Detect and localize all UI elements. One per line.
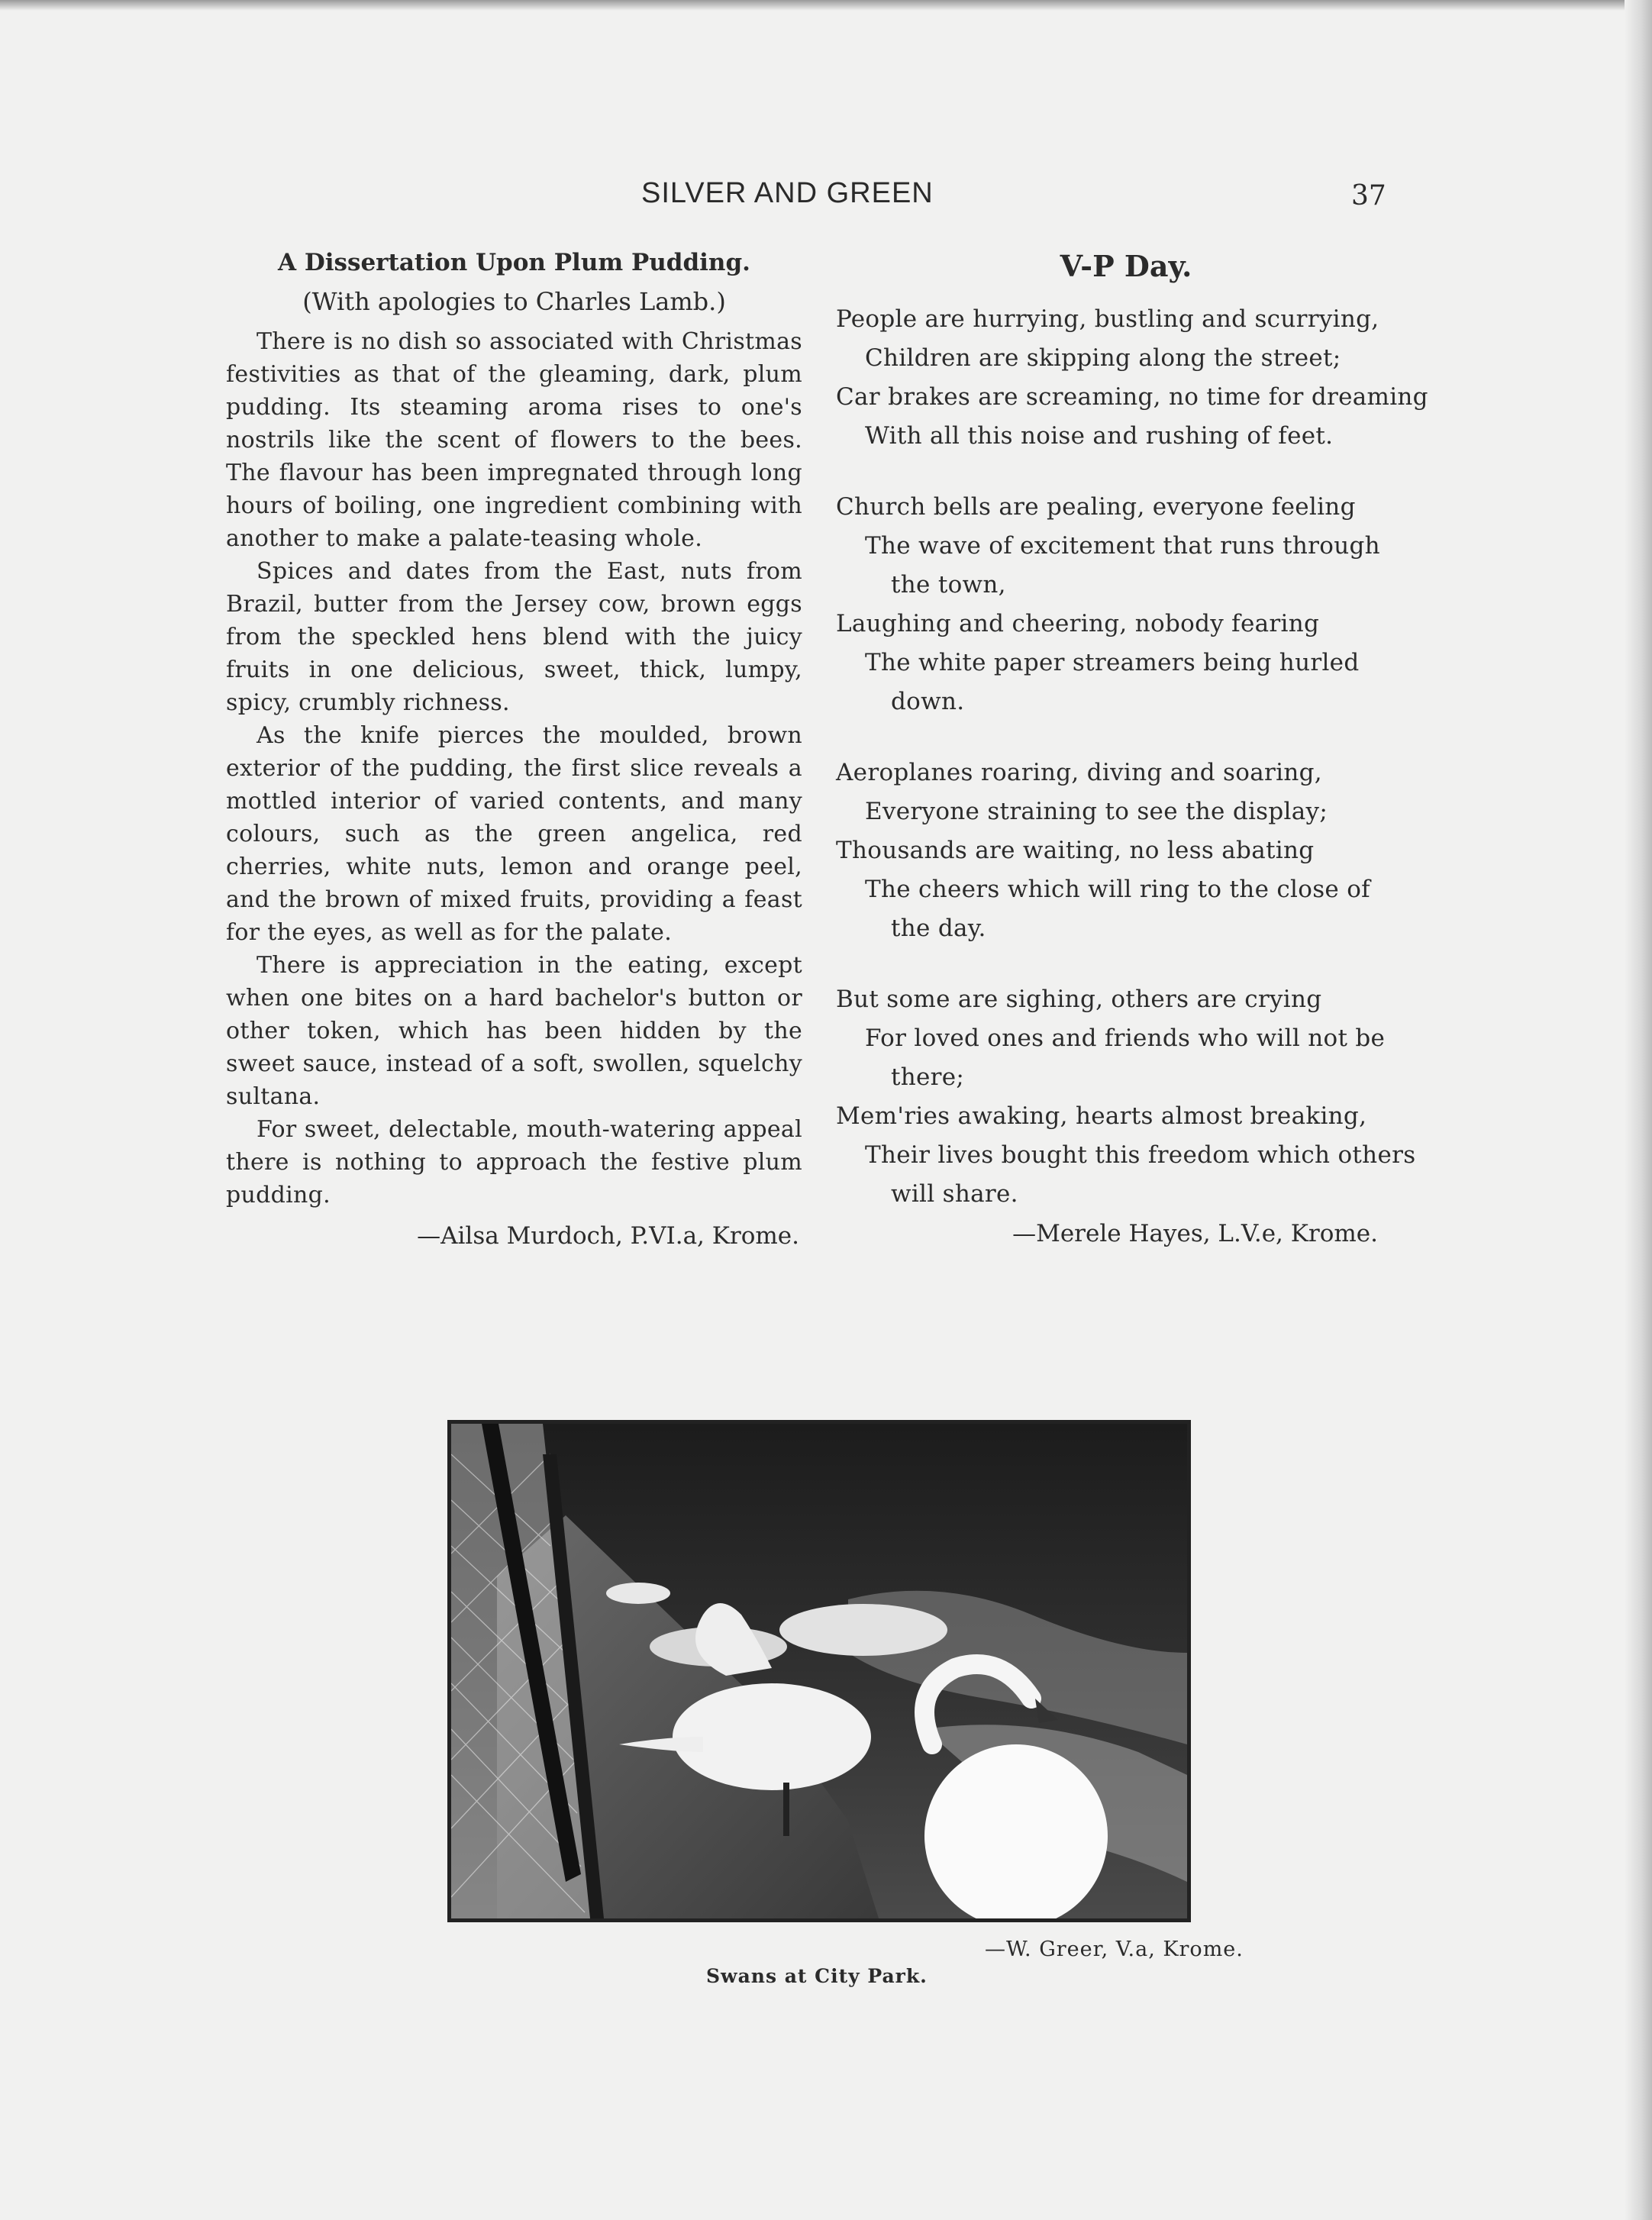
poem-line: But some are sighing, others are crying: [836, 986, 1322, 1013]
swans-photo: [447, 1420, 1191, 1922]
poem-line: The wave of excitement that runs through: [865, 532, 1380, 560]
article-paragraph: There is appreciation in the eating, except when one bites on a hard bachelor's button or other token, which has been hidden by the sweet sauce, instead of a soft, swollen, squelchy sultana.: [226, 952, 802, 1110]
article-paragraph: As the knife pierces the moulded, brown exterior of the pudding, the first slice reveals a mottled interior of varied contents, and many colours, such as the green angelica, red cherries, white nuts, lemon and orange peel, and the brown of mixed fruits, providing a feast for the eyes, as well as for the palate.: [226, 722, 802, 946]
article-author: —Ailsa Murdoch, P.VI.a, Krome.: [417, 1222, 799, 1250]
poem-line: the day.: [891, 915, 986, 942]
poem-line: The white paper streamers being hurled: [865, 649, 1360, 676]
poem-line: Children are skipping along the street;: [865, 344, 1341, 372]
article-title: A Dissertation Upon Plum Pudding.: [278, 249, 750, 276]
poem-line: Church bells are pealing, everyone feeling: [836, 493, 1356, 521]
poem-line: Everyone straining to see the display;: [865, 798, 1328, 825]
right-poem: [836, 249, 1428, 1247]
poem-title: V-P Day.: [1060, 249, 1192, 283]
page-number: 37: [1351, 180, 1386, 211]
photo-credit: —W. Greer, V.a, Krome.: [985, 1938, 1244, 1961]
poem-line: there;: [891, 1063, 965, 1091]
poem-line: Laughing and cheering, nobody fearing: [836, 610, 1320, 637]
poem-line: Car brakes are screaming, no time for dreaming: [836, 383, 1428, 411]
poem-line: The cheers which will ring to the close of: [865, 876, 1370, 903]
poem-stanza: [836, 753, 1416, 948]
poem-line: will share.: [891, 1180, 1018, 1208]
article-paragraph: There is no dish so associated with Christmas festivities as that of the gleaming, dark, plum pudding. Its steaming aroma rises to one's nostrils like the scent of flowers to the bees. The flavour has been impregnated through long hours of boiling, one ingredient combining with another to make a palate-teasing whole.: [226, 328, 802, 552]
running-head: SILVER AND GREEN: [641, 177, 934, 209]
poem-author: —Merele Hayes, L.V.e, Krome.: [1012, 1220, 1378, 1247]
page-edge-right: [1625, 0, 1652, 2220]
article-paragraph: For sweet, delectable, mouth-watering appeal there is nothing to approach the festive plum pudding.: [226, 1116, 802, 1208]
left-article: [226, 249, 802, 1250]
page-edge-top: [0, 0, 1652, 11]
swans-photo-image: [451, 1424, 1187, 1918]
photo-caption: Swans at City Park.: [706, 1965, 928, 1987]
article-body: [226, 325, 802, 1212]
poem-stanza: [836, 300, 1428, 456]
article-paragraph: Spices and dates from the East, nuts from Brazil, butter from the Jersey cow, brown eggs from the speckled hens blend with the juicy fruits in one delicious, sweet, thick, lumpy, spicy, crumbly richness.: [226, 558, 802, 716]
poem-line: the town,: [891, 571, 1006, 599]
poem-line: Aeroplanes roaring, diving and soaring,: [836, 759, 1322, 786]
poem-stanza: [836, 488, 1416, 721]
poem-stanza: [836, 980, 1416, 1214]
poem-line: For loved ones and friends who will not be: [865, 1024, 1386, 1052]
poem-line: People are hurrying, bustling and scurrying,: [836, 305, 1379, 333]
poem-line: Their lives bought this freedom which others: [865, 1141, 1416, 1169]
poem-line: With all this noise and rushing of feet.: [865, 422, 1334, 450]
poem-line: Thousands are waiting, no less abating: [836, 837, 1315, 864]
poem-line: down.: [891, 688, 965, 715]
poem-line: Mem'ries awaking, hearts almost breaking,: [836, 1102, 1367, 1130]
article-subtitle: (With apologies to Charles Lamb.): [302, 287, 726, 316]
